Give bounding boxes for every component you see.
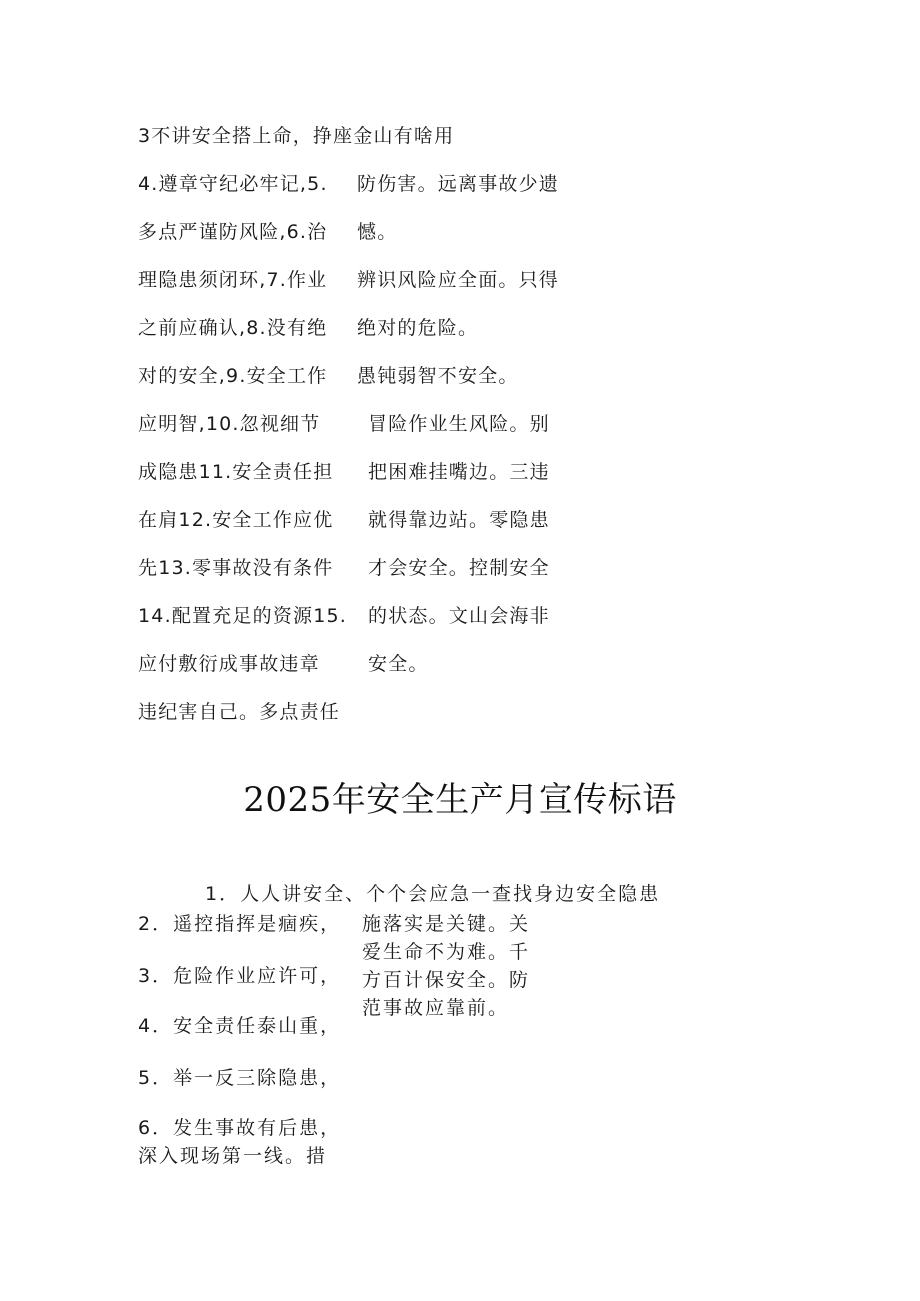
slogan-left-line: 14.配置充足的资源15. — [138, 605, 348, 627]
slogan-item: 6．发生事故有后患， — [138, 1117, 342, 1139]
slogan-item: 2．遥控指挥是痼疾， — [138, 913, 342, 935]
slogan-item: 4．安全责任泰山重， — [138, 1015, 342, 1037]
slogan-right-line: 防伤害。远离事故少遗 — [357, 173, 560, 195]
slogan-right-line: 愚钝弱智不安全。 — [357, 365, 519, 387]
slogan-item: 5．举一反三除隐患， — [138, 1067, 342, 1089]
slogan-left-line: 成隐患11.安全责任担 — [138, 461, 334, 483]
slogan-right-line: 安全。 — [368, 653, 429, 675]
slogan-left-line: 多点严谨防风险,6.治 — [138, 221, 328, 243]
slogan-right-line: 就得靠边站。零隐患 — [368, 509, 550, 531]
slogan-right-line: 绝对的危险。 — [357, 317, 479, 339]
slogan-right-line: 的状态。文山会海非 — [368, 605, 550, 627]
slogan-left-line: 4.遵章守纪必牢记,5. — [138, 173, 328, 195]
slogan-item: 深入现场第一线。措 — [138, 1145, 328, 1167]
slogan-right-line: 才会安全。控制安全 — [368, 557, 550, 579]
slogan-item-1: 1．人人讲安全、个个会应急一查找身边安全隐患 — [205, 883, 661, 905]
slogan-right-line: 冒险作业生风险。别 — [368, 413, 550, 435]
slogan-left-line: 先13.零事故没有条件 — [138, 557, 334, 579]
slogan-line-top: 3不讲安全搭上命，挣座金山有啥用 — [138, 125, 455, 147]
slogan-right-line: 辨识风险应全面。只得 — [357, 269, 560, 291]
slogan-right-line: 憾。 — [357, 221, 398, 243]
slogan-left-line: 应付敷衍成事故违章 — [138, 653, 320, 675]
slogan-left-line: 对的安全,9.安全工作 — [138, 365, 328, 387]
slogan-right-line: 把困难挂嘴边。三违 — [368, 461, 550, 483]
slogan-continuation: 范事故应靠前。 — [362, 997, 510, 1019]
slogan-left-line: 违纪害自己。多点责任 — [138, 701, 341, 723]
slogan-continuation: 施落实是关键。关 — [362, 913, 531, 935]
slogan-left-line: 理隐患须闭环,7.作业 — [138, 269, 328, 291]
slogan-left-line: 应明智,10.忽视细节 — [138, 413, 321, 435]
slogan-continuation: 爱生命不为难。千 — [362, 941, 531, 963]
slogan-item: 3．危险作业应许可， — [138, 965, 342, 987]
slogan-continuation: 方百计保安全。防 — [362, 969, 531, 991]
slogan-left-line: 在肩12.安全工作应优 — [138, 509, 334, 531]
slogan-left-line: 之前应确认,8.没有绝 — [138, 317, 328, 339]
page-title: 2025年安全生产月宣传标语 — [243, 780, 677, 820]
